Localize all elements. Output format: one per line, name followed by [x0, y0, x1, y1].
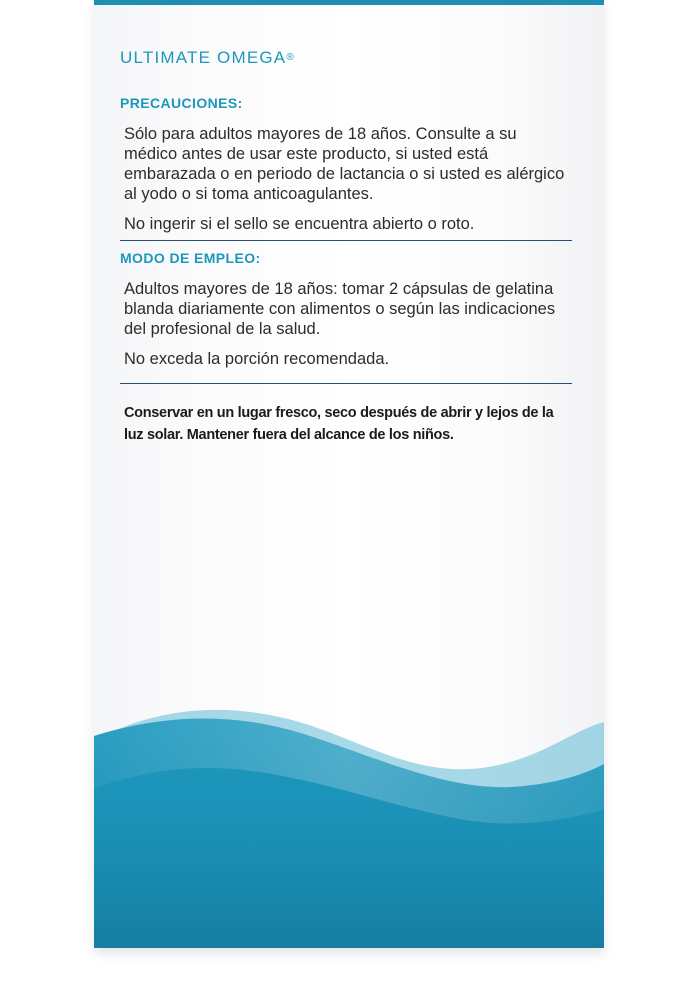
seal-warning-text: No ingerir si el sello se encuentra abierto o roto. — [124, 215, 475, 233]
precautions-text: Sólo para adultos mayores de 18 años. Consulte a su médico antes de usar este producto, si usted está embarazada o en periodo de lactancia o si usted es alérgico al yodo o si toma anticoagulantes. — [124, 125, 565, 203]
label-content — [120, 48, 574, 446]
brand-title — [120, 48, 574, 68]
usage-text: Adultos mayores de 18 años: tomar 2 cápsulas de gelatina blanda diariamente con alimentos o según las indicaciones del profesional de la salud. — [124, 280, 556, 338]
brand-name: ULTIMATE OMEGA — [120, 48, 287, 67]
dosage-warning-text: No exceda la porción recomendada. — [124, 350, 390, 368]
registered-mark: ® — [286, 52, 294, 63]
storage-instructions: Conservar en un lugar fresco, seco después de abrir y lejos de la luz solar. Mantener fuera del alcance de los niños. — [124, 405, 554, 443]
section-divider — [120, 383, 572, 384]
top-color-band — [94, 0, 604, 5]
precautions-heading: PRECAUCIONES: — [120, 95, 243, 111]
wave-graphic — [94, 690, 604, 948]
product-box-panel — [94, 0, 604, 948]
usage-heading: MODO DE EMPLEO: — [120, 250, 261, 266]
section-divider — [120, 240, 572, 241]
